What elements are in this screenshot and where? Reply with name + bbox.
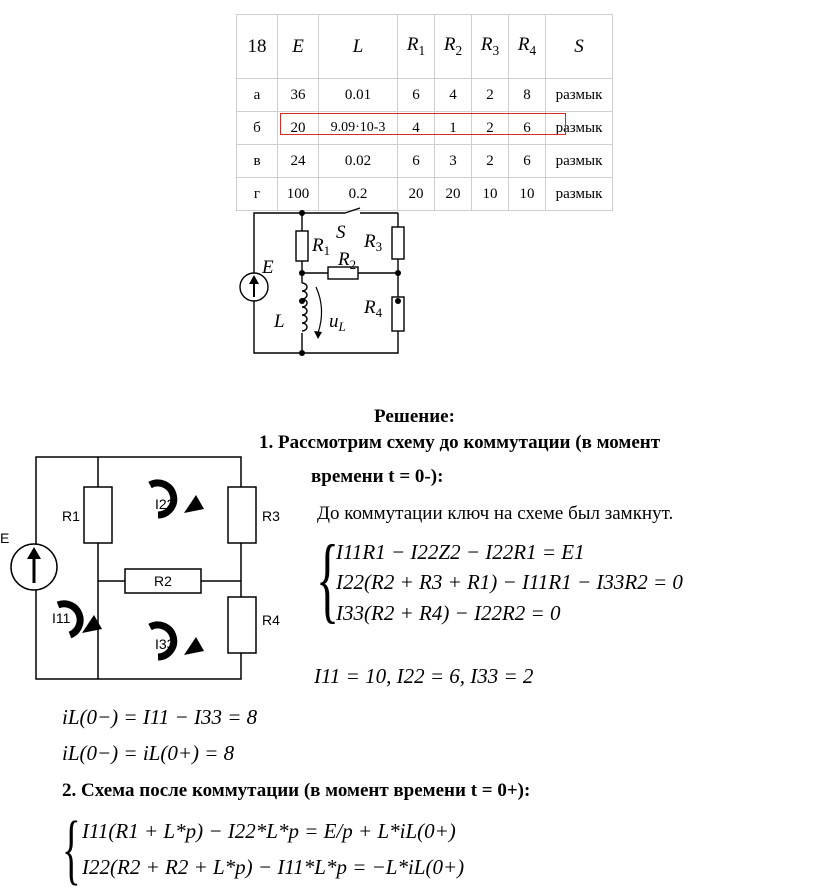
cell: размык — [546, 79, 613, 112]
label-E2: E — [0, 530, 10, 546]
cell: 20 — [435, 178, 472, 211]
mesh-circuit-diagram — [0, 445, 290, 690]
label-I33: I33 — [155, 636, 175, 652]
cell: 9.09·10-3 — [319, 112, 398, 145]
step1-heading-line1: 1. Рассмотрим схему до коммутации (в момент — [259, 432, 661, 453]
label-R2-2: R2 — [154, 573, 172, 589]
cell: 6 — [509, 145, 546, 178]
system2-eq2: I22(R2 + R2 + L*p) − I11*L*p = −L*iL(0+) — [82, 855, 465, 879]
r3-letter: R — [364, 231, 376, 252]
system1-eq2: I22(R2 + R3 + R1) − I11R1 − I33R2 = 0 — [336, 570, 683, 594]
cell: 100 — [278, 178, 319, 211]
label-R3-2: R3 — [262, 508, 280, 524]
ul-letter: u — [329, 311, 339, 332]
cell: 1 — [435, 112, 472, 145]
cell: 10 — [472, 178, 509, 211]
label-uL — [329, 311, 346, 334]
inductor-current-eq2: iL(0−) = iL(0+) = 8 — [62, 741, 235, 765]
table-row — [237, 145, 613, 178]
system1-eq1: I11R1 − I22Z2 − I22R1 = E1 — [336, 540, 585, 564]
r2-index: 2 — [349, 257, 357, 272]
table-row — [237, 79, 613, 112]
step2-heading: 2. Схема после коммутации (в момент времени t = 0+): — [62, 780, 531, 801]
header-R2: $R_2$ — [435, 15, 472, 79]
header-R4: $R_4$ — [509, 15, 546, 79]
solution-title: Решение: — [374, 406, 455, 427]
label-R1-2: R1 — [62, 508, 80, 524]
header-L: L — [319, 15, 398, 79]
cell: 10 — [509, 178, 546, 211]
r4-letter: R — [364, 297, 376, 318]
label-S: S — [336, 222, 346, 243]
cell: 3 — [435, 145, 472, 178]
label-I11: I11 — [52, 610, 71, 626]
cell: 8 — [509, 79, 546, 112]
label-E: E — [262, 257, 274, 278]
cell: 0.02 — [319, 145, 398, 178]
cell: 0.2 — [319, 178, 398, 211]
inductor-current-eq1: iL(0−) = I11 − I33 = 8 — [62, 705, 258, 729]
step1-heading-line2: времени t = 0-): — [311, 466, 444, 487]
header-variant: 18 — [237, 15, 278, 79]
step1-text: До коммутации ключ на схеме был замкнут. — [317, 503, 674, 524]
cell: г — [237, 178, 278, 211]
mesh-currents-result: I11 = 10, I22 = 6, I33 = 2 — [314, 664, 534, 688]
cell: размык — [546, 145, 613, 178]
ul-index: L — [338, 319, 346, 334]
label-R2 — [337, 249, 356, 272]
cell: 0.01 — [319, 79, 398, 112]
cell: а — [237, 79, 278, 112]
cell: в — [237, 145, 278, 178]
r3-index: 3 — [375, 239, 383, 254]
header-E: E — [278, 15, 319, 79]
system1-eq3: I33(R2 + R4) − I22R2 = 0 — [336, 601, 561, 625]
system2-brace: { — [62, 805, 81, 892]
cell: 6 — [398, 79, 435, 112]
cell: 6 — [509, 112, 546, 145]
system2-eq1: I11(R1 + L*p) − I22*L*p = E/p + L*iL(0+) — [82, 819, 456, 843]
system1-brace: { — [316, 525, 340, 632]
given-circuit-diagram — [230, 205, 420, 357]
cell: размык — [546, 112, 613, 145]
r1-index: 1 — [323, 243, 331, 258]
label-R4-2: R4 — [262, 612, 280, 628]
label-I22: I22 — [155, 496, 175, 512]
label-R4 — [363, 297, 383, 320]
cell: размык — [546, 178, 613, 211]
header-S: S — [546, 15, 613, 79]
cell: 36 — [278, 79, 319, 112]
cell: 4 — [435, 79, 472, 112]
cell: 24 — [278, 145, 319, 178]
r2-letter: R — [338, 249, 350, 270]
header-R1: $R_1$ — [398, 15, 435, 79]
highlight-box — [280, 113, 566, 135]
cell: 2 — [472, 145, 509, 178]
r4-index: 4 — [375, 305, 383, 320]
cell: 4 — [398, 112, 435, 145]
cell: 20 — [398, 178, 435, 211]
cell: 6 — [398, 145, 435, 178]
header-R3: $R_3$ — [472, 15, 509, 79]
label-R1 — [311, 235, 330, 258]
table-header-row — [237, 15, 613, 79]
cell: 2 — [472, 112, 509, 145]
r1-letter: R — [312, 235, 324, 256]
cell: 20 — [278, 112, 319, 145]
cell: б — [237, 112, 278, 145]
label-R3 — [363, 231, 382, 254]
cell: 2 — [472, 79, 509, 112]
label-L: L — [274, 311, 285, 332]
